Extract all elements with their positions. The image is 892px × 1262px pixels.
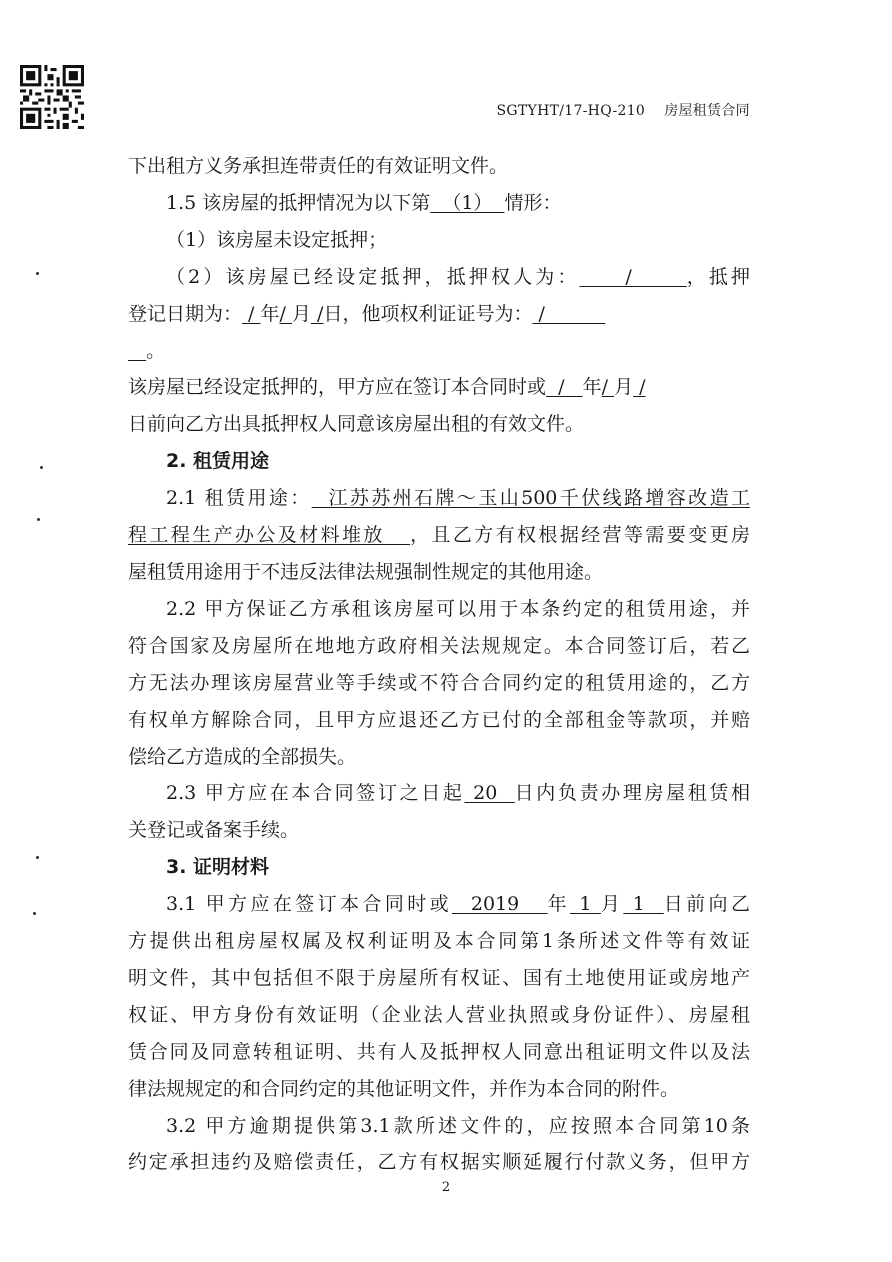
scan-speck bbox=[33, 912, 36, 915]
text-line bbox=[128, 406, 750, 443]
page-number: 2 bbox=[441, 1180, 451, 1195]
text-run: 赁合同及同意转租证明、共有人及抵押权人同意出租证明文件以及法 bbox=[128, 1040, 750, 1063]
text-run: 有权单方解除合同，且甲方应退还乙方已付的全部租金等款项，并赔 bbox=[128, 708, 750, 731]
document-code: SGTYHT/17-HQ-210 bbox=[496, 103, 646, 119]
text-line bbox=[128, 148, 750, 185]
text-line bbox=[128, 1071, 750, 1108]
text-run: 情形： bbox=[504, 191, 562, 214]
filled-blank: / bbox=[546, 376, 583, 399]
text-line bbox=[128, 702, 750, 739]
text-line bbox=[128, 1034, 750, 1071]
filled-blank bbox=[128, 340, 146, 362]
filled-blank: / bbox=[532, 302, 606, 325]
filled-blank: / bbox=[242, 302, 261, 325]
text-run: 日内负责办理房屋租赁相 bbox=[514, 782, 750, 805]
text-run: 2.2 甲方保证乙方承租该房屋可以用于本条约定的租赁用途，并 bbox=[166, 597, 750, 620]
text-line bbox=[128, 1144, 750, 1181]
text-line bbox=[128, 259, 750, 296]
filled-blank: 2019 bbox=[452, 893, 548, 916]
text-line bbox=[128, 554, 750, 591]
text-run: 年 bbox=[547, 893, 570, 916]
filled-blank: 1 bbox=[623, 893, 664, 916]
qr-code bbox=[20, 65, 84, 129]
text-run: 3.1 甲方应在签订本合同时或 bbox=[166, 893, 453, 916]
text-run: ，抵押 bbox=[686, 265, 750, 288]
filled-blank: / bbox=[601, 376, 615, 399]
text-run: 3. 证明材料 bbox=[166, 856, 270, 879]
scan-speck bbox=[36, 272, 39, 275]
text-line bbox=[128, 333, 750, 370]
text-run: 1.5 该房屋的抵押情况为以下第 bbox=[166, 191, 431, 214]
text-line bbox=[128, 591, 750, 628]
text-line bbox=[128, 960, 750, 997]
filled-blank: 江苏苏州石牌～玉山500千伏线路增容改造工 bbox=[311, 487, 750, 510]
text-line bbox=[128, 185, 750, 222]
scan-speck bbox=[37, 518, 40, 521]
text-run: （2）该房屋已经设定抵押，抵押权人为： bbox=[166, 265, 580, 288]
text-run: 符合国家及房屋所在地地方政府相关法规规定。本合同签订后，若乙 bbox=[128, 634, 750, 657]
text-line bbox=[128, 812, 750, 849]
text-run: ，且乙方有权根据经营等需要变更房 bbox=[410, 524, 750, 547]
text-line bbox=[128, 480, 750, 517]
text-line bbox=[128, 443, 750, 480]
text-line bbox=[128, 997, 750, 1034]
text-line bbox=[128, 886, 750, 923]
text-run: 3.2 甲方逾期提供第3.1款所述文件的，应按照本合同第10条 bbox=[166, 1114, 750, 1137]
text-run: 日前向乙方出具抵押权人同意该房屋出租的有效文件。 bbox=[128, 413, 585, 436]
filled-blank: / bbox=[279, 302, 292, 325]
text-run: 年 bbox=[260, 302, 280, 325]
text-run: 权证、甲方身份有效证明（企业法人营业执照或身份证件）、房屋租 bbox=[128, 1003, 750, 1026]
text-run: 。 bbox=[146, 339, 166, 362]
text-line bbox=[128, 369, 750, 406]
text-run: 2.3 甲方应在本合同签订之日起 bbox=[166, 782, 465, 805]
text-run: 2. 租赁用途 bbox=[166, 450, 270, 473]
text-line bbox=[128, 665, 750, 702]
text-run: 约定承担违约及赔偿责任，乙方有权据实顺延履行付款义务，但甲方 bbox=[128, 1151, 750, 1174]
filled-blank: （1） bbox=[430, 191, 505, 214]
text-run: 2.1 租赁用途： bbox=[166, 487, 312, 510]
text-run: 日，他项权利证证号为： bbox=[323, 302, 533, 325]
text-run: 方无法办理该房屋营业等手续或不符合合同约定的租赁用途的，乙方 bbox=[128, 671, 750, 694]
text-line bbox=[128, 296, 750, 333]
text-run: 月 bbox=[614, 376, 634, 399]
text-run: （1）该房屋未设定抵押； bbox=[166, 228, 388, 251]
text-run: 律法规规定的和合同约定的其他证明文件，并作为本合同的附件。 bbox=[128, 1077, 680, 1100]
text-line bbox=[128, 923, 750, 960]
contract-body bbox=[128, 148, 750, 1181]
text-run: 月 bbox=[600, 893, 624, 916]
filled-blank: 程工程生产办公及材料堆放 bbox=[128, 524, 411, 547]
filled-blank: 1 bbox=[569, 893, 601, 916]
text-run: 登记日期为： bbox=[128, 302, 243, 325]
text-line bbox=[128, 222, 750, 259]
scan-speck bbox=[36, 856, 39, 859]
text-run: 关登记或备案手续。 bbox=[128, 819, 300, 842]
text-line bbox=[128, 775, 750, 812]
text-run: 偿给乙方造成的全部损失。 bbox=[128, 745, 357, 768]
filled-blank: 20 bbox=[464, 782, 515, 805]
document-header bbox=[497, 100, 750, 120]
text-line bbox=[128, 517, 750, 554]
text-run: 明文件，其中包括但不限于房屋所有权证、国有土地使用证或房地产 bbox=[128, 966, 750, 989]
filled-blank: / bbox=[633, 376, 646, 399]
text-run: 年 bbox=[582, 376, 602, 399]
text-line bbox=[128, 628, 750, 665]
filled-blank: / bbox=[310, 302, 324, 325]
text-run: 日前向乙 bbox=[663, 893, 750, 916]
text-line bbox=[128, 739, 750, 776]
text-run: 下出租方义务承担连带责任的有效证明文件。 bbox=[128, 155, 509, 177]
text-run: 屋租赁用途用于不违反法律法规强制性规定的其他用途。 bbox=[128, 560, 604, 583]
text-run: 月 bbox=[291, 302, 311, 325]
text-line bbox=[128, 1108, 750, 1145]
text-run: 方提供出租房屋权属及权利证明及本合同第1条所述文件等有效证 bbox=[128, 930, 750, 953]
document-title: 房屋租赁合同 bbox=[664, 103, 750, 119]
text-run: 该房屋已经设定抵押的，甲方应在签订本合同时或 bbox=[128, 376, 547, 399]
text-line bbox=[128, 849, 750, 886]
filled-blank: / bbox=[579, 265, 687, 288]
scan-speck bbox=[40, 466, 43, 469]
